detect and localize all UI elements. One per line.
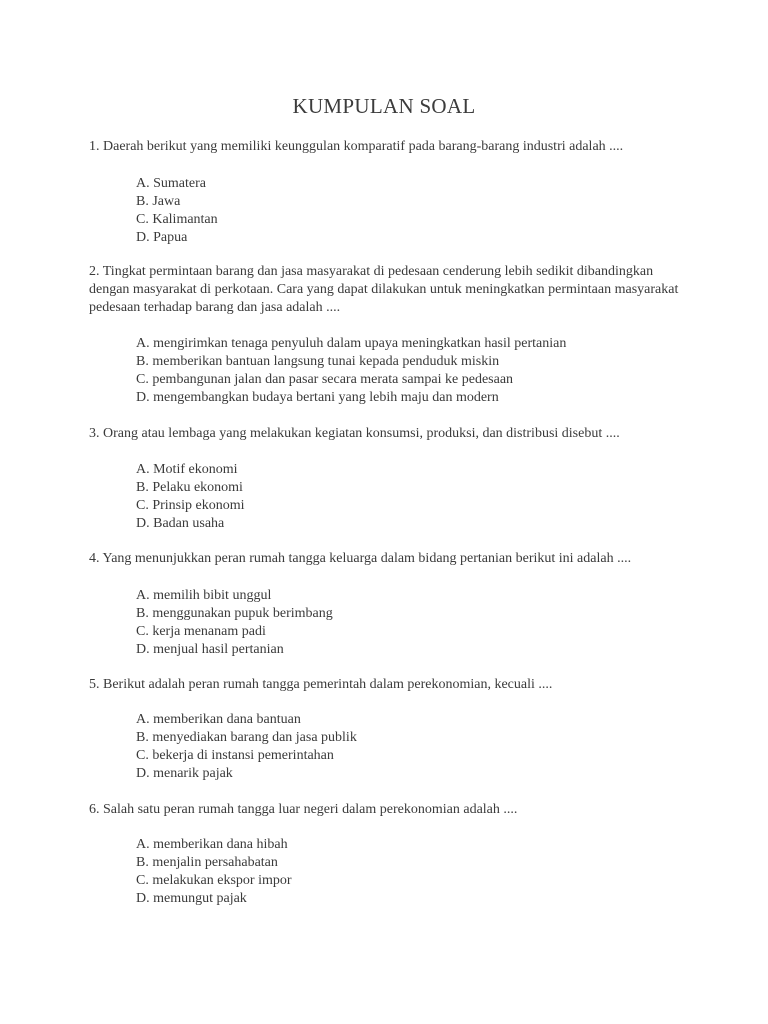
option-c: C. pembangunan jalan dan pasar secara merata sampai ke pedesaan xyxy=(136,372,514,387)
option-a: A. memilih bibit unggul xyxy=(136,588,272,603)
option-a: A. memberikan dana hibah xyxy=(136,837,288,852)
option-list xyxy=(136,461,245,533)
option-c: C. Kalimantan xyxy=(136,212,218,227)
question-6 xyxy=(89,801,689,906)
question-4 xyxy=(89,550,689,657)
option-a: A. memberikan dana bantuan xyxy=(136,712,301,727)
question-text: 1. Daerah berikut yang memiliki keunggulan komparatif pada barang-barang industri adalah .... xyxy=(89,139,624,154)
option-list xyxy=(136,175,218,247)
option-b: B. menyediakan barang dan jasa publik xyxy=(136,730,357,745)
option-list xyxy=(136,335,566,407)
option-list xyxy=(136,711,357,783)
option-d: D. menarik pajak xyxy=(136,766,233,781)
option-list xyxy=(136,836,292,908)
option-b: B. memberikan bantuan langsung tunai kepada penduduk miskin xyxy=(136,354,500,369)
option-c: C. bekerja di instansi pemerintahan xyxy=(136,748,334,763)
question-3 xyxy=(89,425,689,531)
question-text: 2. Tingkat permintaan barang dan jasa masyarakat di pedesaan cenderung lebih sedikit dibandingkan dengan masyarakat di perkotaan. Cara yang dapat dilakukan untuk meningkatkan permintaan masyarakat pedesaan terhadap barang dan jasa adalah .... xyxy=(89,264,679,315)
page-title: KUMPULAN SOAL xyxy=(292,94,476,118)
option-d: D. menjual hasil pertanian xyxy=(136,642,284,657)
option-b: B. menggunakan pupuk berimbang xyxy=(136,606,333,621)
option-a: A. Motif ekonomi xyxy=(136,462,238,477)
question-text: 4. Yang menunjukkan peran rumah tangga keluarga dalam bidang pertanian berikut ini adalah .... xyxy=(89,551,632,566)
option-list xyxy=(136,587,333,659)
option-d: D. Papua xyxy=(136,230,188,245)
option-d: D. mengembangkan budaya bertani yang lebih maju dan modern xyxy=(136,390,499,405)
question-text: 3. Orang atau lembaga yang melakukan kegiatan konsumsi, produksi, dan distribusi disebut .... xyxy=(89,426,620,441)
question-5 xyxy=(89,676,689,781)
question-text: 6. Salah satu peran rumah tangga luar negeri dalam perekonomian adalah .... xyxy=(89,802,518,817)
question-text: 5. Berikut adalah peran rumah tangga pemerintah dalam perekonomian, kecuali .... xyxy=(89,677,553,692)
option-b: B. menjalin persahabatan xyxy=(136,855,278,870)
option-c: C. melakukan ekspor impor xyxy=(136,873,292,888)
question-1 xyxy=(89,138,689,245)
option-a: A. mengirimkan tenaga penyuluh dalam upaya meningkatkan hasil pertanian xyxy=(136,336,567,351)
option-a: A. Sumatera xyxy=(136,176,206,191)
option-c: C. kerja menanam padi xyxy=(136,624,266,639)
option-b: B. Pelaku ekonomi xyxy=(136,480,243,495)
option-b: B. Jawa xyxy=(136,194,181,209)
option-d: D. memungut pajak xyxy=(136,891,247,906)
option-c: C. Prinsip ekonomi xyxy=(136,498,245,513)
option-d: D. Badan usaha xyxy=(136,516,225,531)
question-2 xyxy=(89,263,679,405)
